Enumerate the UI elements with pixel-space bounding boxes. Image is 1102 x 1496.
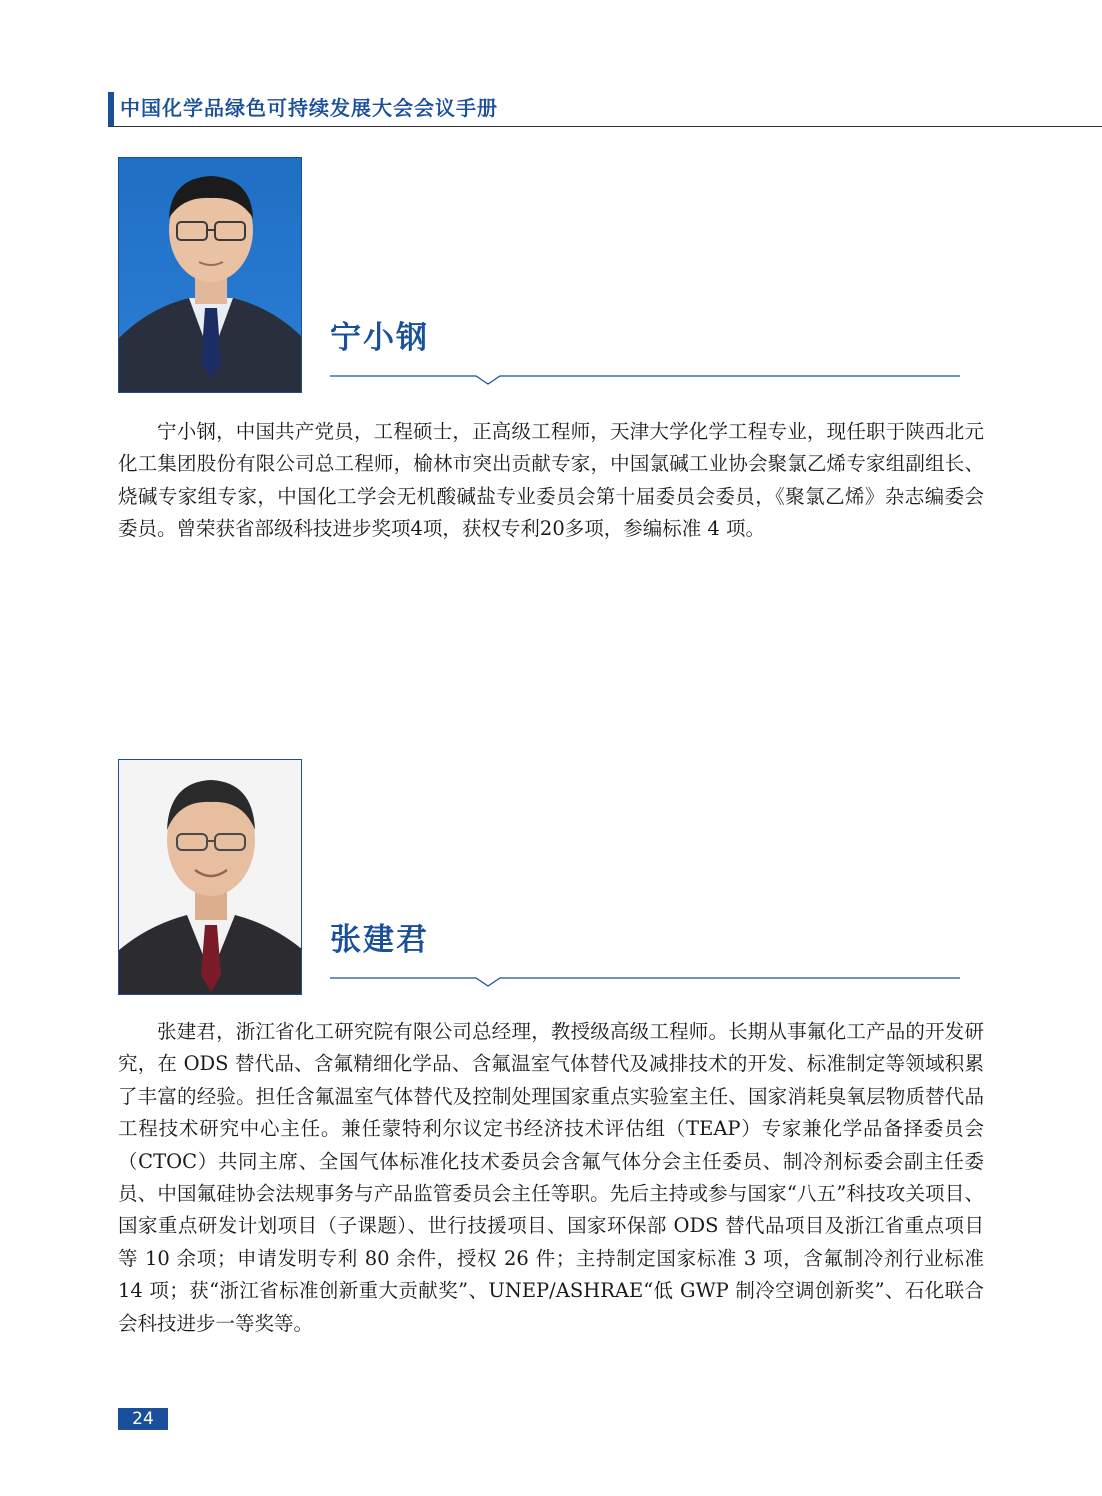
profile-name: 宁小钢 xyxy=(330,320,429,356)
page-number: 24 xyxy=(118,1408,168,1430)
header-title: 中国化学品绿色可持续发展大会会议手册 xyxy=(120,96,498,120)
profile-photo xyxy=(118,759,302,995)
section-divider xyxy=(330,974,960,988)
section-divider xyxy=(330,372,960,386)
header-accent-bar xyxy=(108,92,114,126)
profile-photo xyxy=(118,157,302,393)
profile-bio: 张建君，浙江省化工研究院有限公司总经理，教授级高级工程师。长期从事氟化工产品的开发研究，在 ODS 替代品、含氟精细化学品、含氟温室气体替代及减排技术的开发、标准制定等领域积累了丰富的经验。担任含氟温室气体替代及控制处理国家重点实验室主任、国家消耗臭氧层物质替代品工程技术研究中心主任。兼任蒙特利尔议定书经济技术评估组（TEAP）专家兼化学品备择委员会（CTOC）共同主席、全国气体标准化技术委员会含氟气体分会主任委员、制冷剂标委会副主任委员、中国氟硅协会法规事务与产品监管委员会主任等职。先后主持或参与国家“八五”科技攻关项目、国家重点研发计划项目（子课题）、世行技援项目、国家环保部 ODS 替代品项目及浙江省重点项目等 10 余项；申请发明专利 80 余件，授权 26 件；主持制定国家标准 3 项，含氟制冷剂行业标准 14 项；获“浙江省标准创新重大贡献奖”、UNEP/ASHRAE“低 GWP 制冷空调创新奖”、石化联合会科技进步一等奖等。 xyxy=(118,1020,984,1335)
header-rule xyxy=(108,126,1102,127)
profile-name: 张建君 xyxy=(330,922,429,958)
profile-bio: 宁小钢，中国共产党员，工程硕士，正高级工程师，天津大学化学工程专业，现任职于陕西北元化工集团股份有限公司总工程师，榆林市突出贡献专家，中国氯碱工业协会聚氯乙烯专家组副组长、烧碱专家组专家，中国化工学会无机酸碱盐专业委员会第十届委员会委员，《聚氯乙烯》杂志编委会委员。曾荣获省部级科技进步奖项4项，获权专利20多项，参编标准 4 项。 xyxy=(118,420,984,541)
page-header xyxy=(108,88,1102,128)
